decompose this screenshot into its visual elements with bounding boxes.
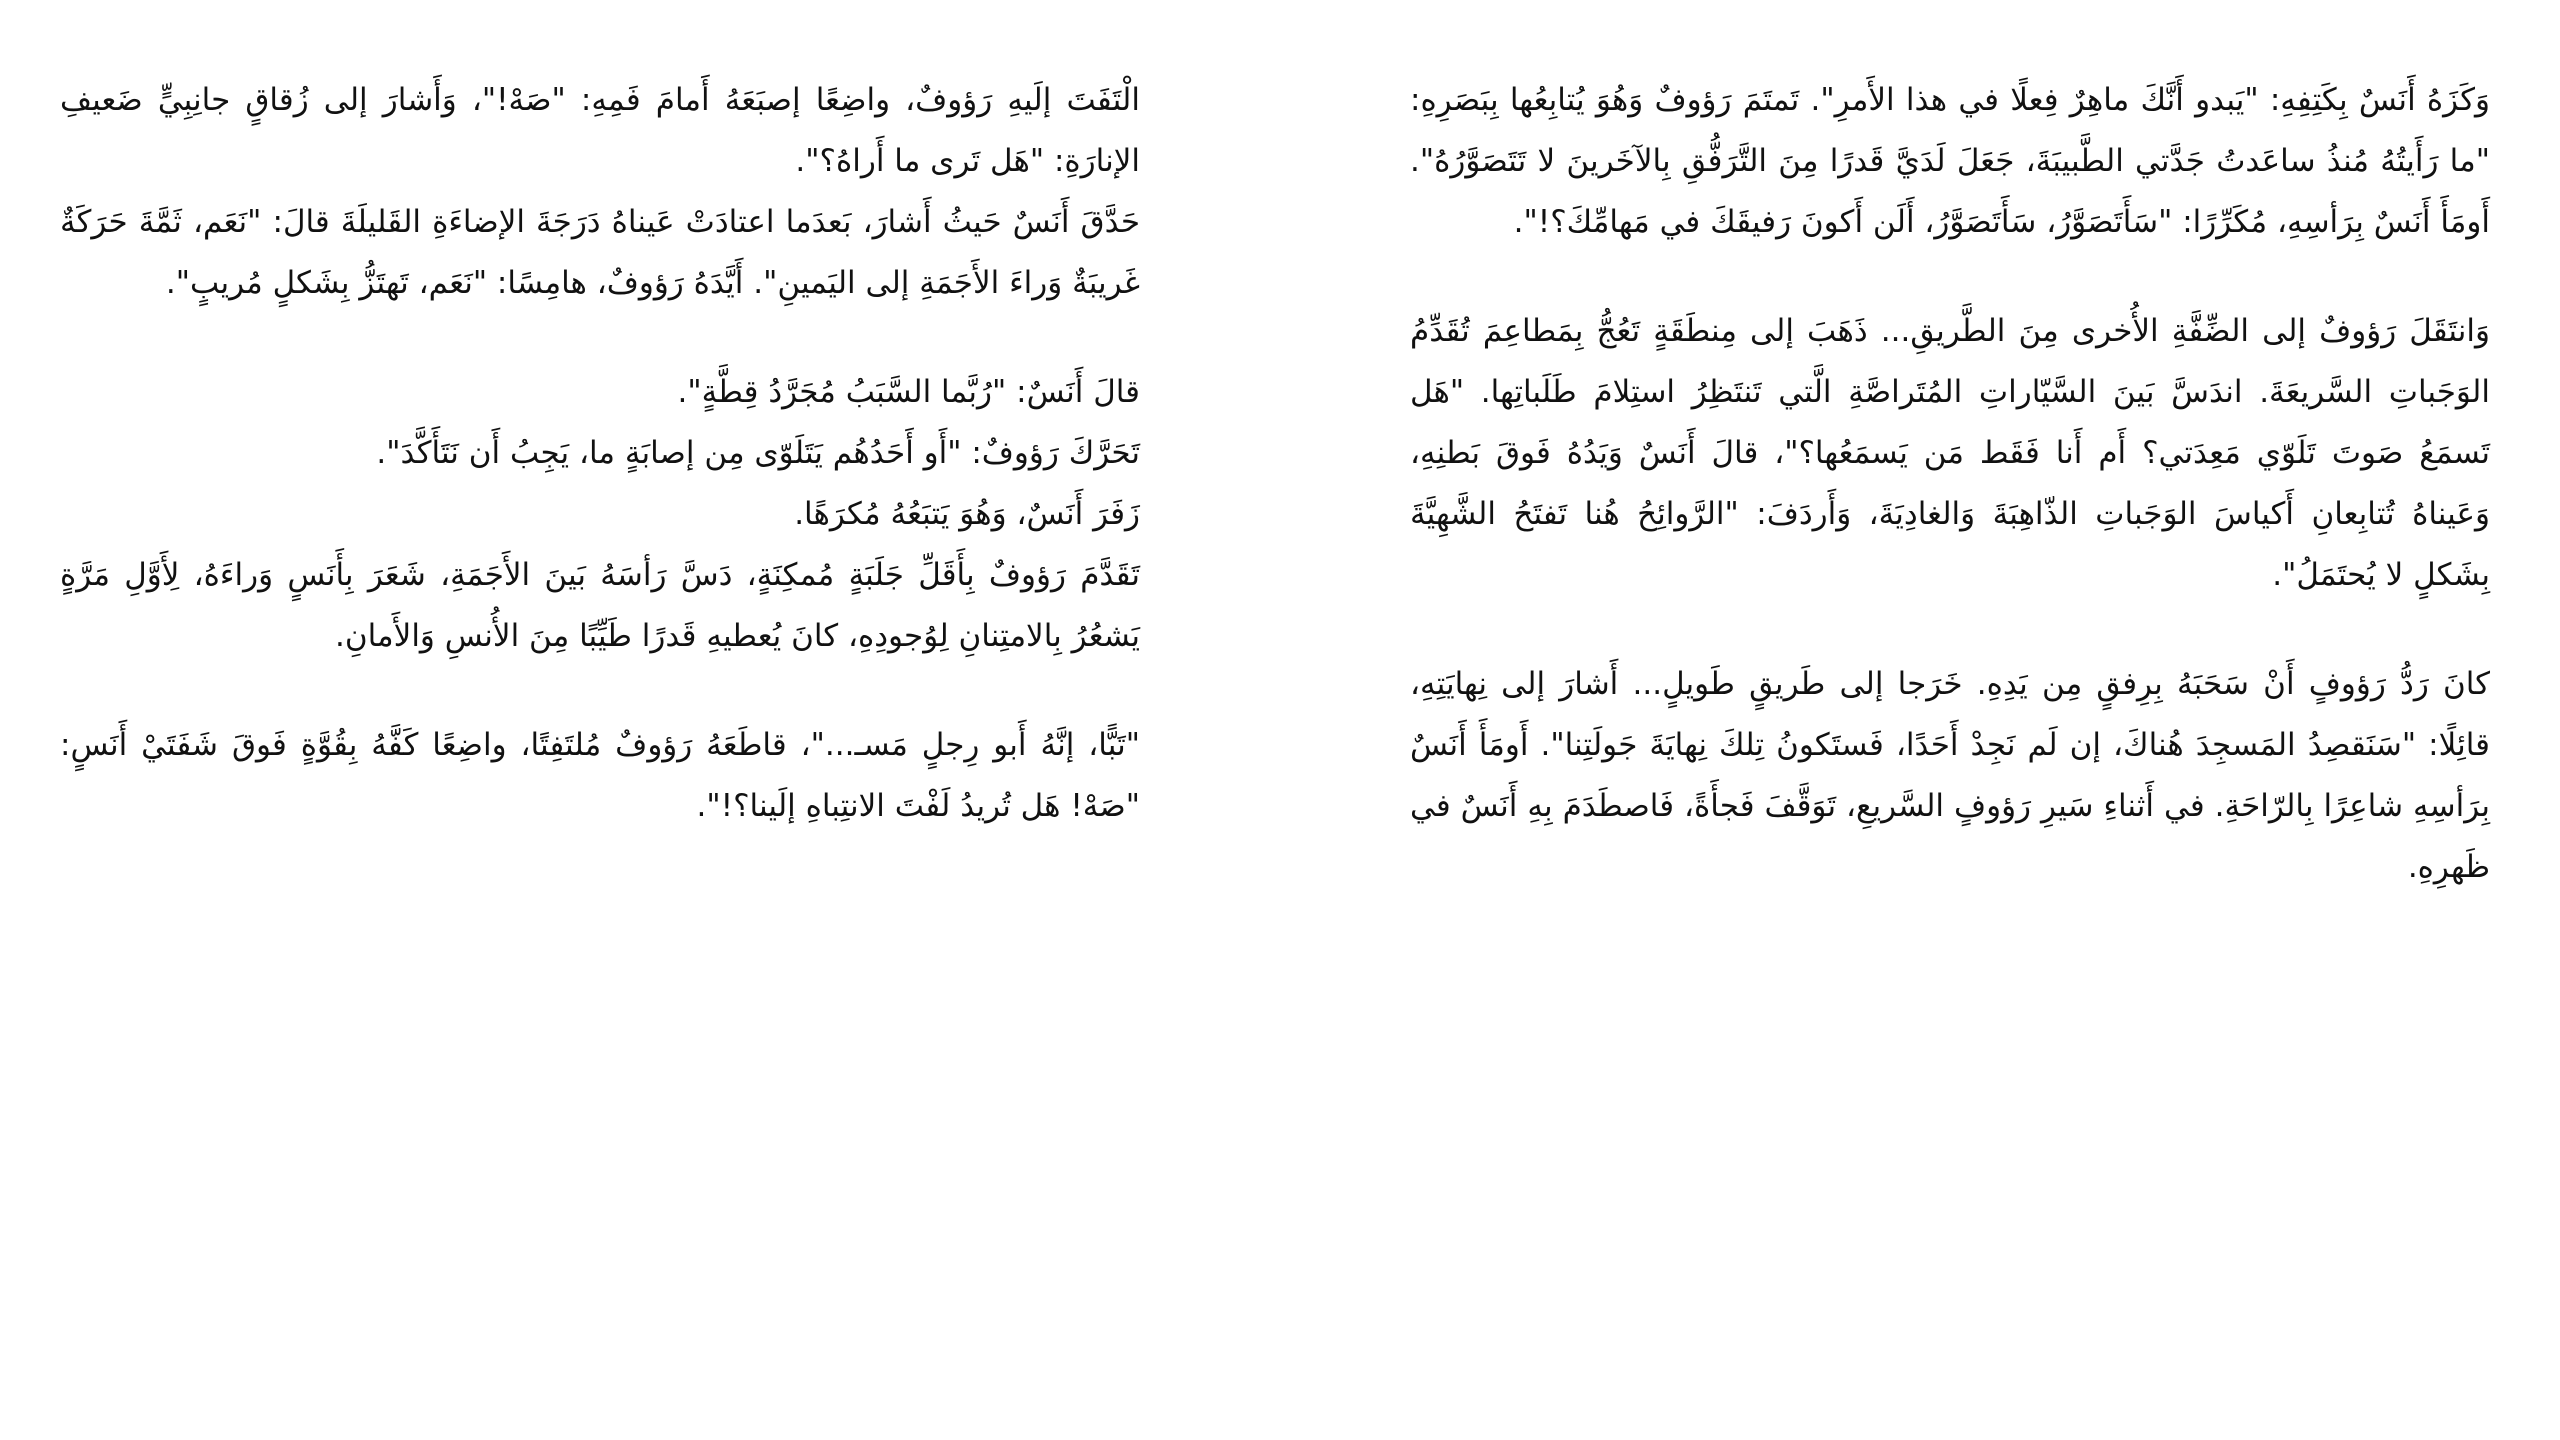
- paragraph: حَدَّقَ أَنَسٌ حَيثُ أَشارَ، بَعدَما اعتادَتْ عَيناهُ دَرَجَةَ الإضاءَةِ القَليلَةَ قالَ: "نَعَم، ثَمَّةَ حَرَكَةٌ غَريبَةٌ وَراءَ الأَجَمَةِ إلى اليَمينِ". أَيَّدَهُ رَؤوفٌ، هامِسًا: "نَعَم، تَهتَزُّ بِشَكلٍ مُريبٍ".: [60, 204, 1140, 301]
- left-text-column: [60, 70, 1140, 837]
- right-text-column: [1410, 70, 2490, 898]
- paragraph: تَقَدَّمَ رَؤوفٌ بِأَقَلِّ جَلَبَةٍ مُمكِنَةٍ، دَسَّ رَأسَهُ بَينَ الأَجَمَةِ، شَعَرَ بِأَنَسٍ وَراءَهُ، لِأَوَّلِ مَرَّةٍ يَشعُرُ بِالامتِنانِ لِوُجودِهِ، كانَ يُعطيهِ قَدرًا طَيِّبًا مِنَ الأُنسِ وَالأَمانِ.: [60, 557, 1140, 654]
- paragraph: "تَبًّا، إنَّهُ أَبو رِجلٍ مَسـ..."، قاطَعَهُ رَؤوفٌ مُلتَفِتًا، واضِعًا كَفَّهُ بِقُوَّةٍ فَوقَ شَفَتَيْ أَنَسٍ: "صَهْ! هَل تُريدُ لَفْتَ الانتِباهِ إلَينا؟!".: [60, 727, 1140, 824]
- paragraph: كانَ رَدُّ رَؤوفٍ أَنْ سَحَبَهُ بِرِفقٍ مِن يَدِهِ. خَرَجا إلى طَريقٍ طَويلٍ... أَشارَ إلى نِهايَتِهِ، قائِلًا: "سَنَقصِدُ المَسجِدَ هُناكَ، إن لَم نَجِدْ أَحَدًا، فَستَكونُ تِلكَ نِهايَةَ جَولَتِنا". أَومَأَ أَنَسٌ بِرَأسِهِ شاعِرًا بِالرّاحَةِ. في أَثناءِ سَيرِ رَؤوفٍ السَّريعِ، تَوَقَّفَ فَجأَةً، فَاصطَدَمَ بِهِ أَنَسٌ في ظَهرِهِ.: [1410, 666, 2490, 885]
- paragraph: وَانتَقَلَ رَؤوفٌ إلى الضِّفَّةِ الأُخرى مِنَ الطَّريقِ... ذَهَبَ إلى مِنطَقَةٍ تَعُجُّ بِمَطاعِمَ تُقَدِّمُ الوَجَباتِ السَّريعَةَ. اندَسَّ بَينَ السَّيّاراتِ المُتَراصَّةِ الَّتي تَنتَظِرُ استِلامَ طَلَباتِها. "هَل تَسمَعُ صَوتَ تَلَوّي مَعِدَتي؟ أَم أَنا فَقَط مَن يَسمَعُها؟"، قالَ أَنَسٌ وَيَدُهُ فَوقَ بَطنِهِ، وَعَيناهُ تُتابِعانِ أَكياسَ الوَجَباتِ الذّاهِبَةَ وَالغادِيَةَ، وَأَردَفَ: "الرَّوائِحُ هُنا تَفتَحُ الشَّهِيَّةَ بِشَكلٍ لا يُحتَمَلُ".: [1410, 313, 2490, 593]
- paragraph: تَحَرَّكَ رَؤوفٌ: "أَو أَحَدُهُم يَتَلَوّى مِن إصابَةٍ ما، يَجِبُ أَن نَتَأَكَّدَ".: [376, 435, 1140, 471]
- paragraph: الْتَفَتَ إلَيهِ رَؤوفٌ، واضِعًا إصبَعَهُ أَمامَ فَمِهِ: "صَهْ!"، وَأَشارَ إلى زُقاقٍ جانِبِيٍّ ضَعيفِ الإنارَةِ: "هَل تَرى ما أَراهُ؟".: [60, 82, 1140, 179]
- paragraph: زَفَرَ أَنَسٌ، وَهُوَ يَتبَعُهُ مُكرَهًا.: [794, 496, 1140, 532]
- paragraph: قالَ أَنَسٌ: "رُبَّما السَّبَبُ مُجَرَّدُ قِطَّةٍ".: [677, 374, 1140, 410]
- paragraph: وَكَزَهُ أَنَسٌ بِكَتِفِهِ: "يَبدو أَنَّكَ ماهِرٌ فِعلًا في هذا الأَمرِ". تَمتَمَ رَؤوفٌ وَهُوَ يُتابِعُها بِبَصَرِهِ: "ما رَأَيتُهُ مُنذُ ساعَدتُ جَدَّتي الطَّبيبَةَ، جَعَلَ لَدَيَّ قَدرًا مِنَ التَّرَفُّقِ بِالآخَرينَ لا تَتَصَوَّرُهُ". أَومَأَ أَنَسٌ بِرَأسِهِ، مُكَرِّرًا: "سَأَتَصَوَّرُ، سَأَتَصَوَّرُ، أَلَن أَكونَ رَفيقَكَ في مَهامِّكَ؟!".: [1410, 82, 2490, 240]
